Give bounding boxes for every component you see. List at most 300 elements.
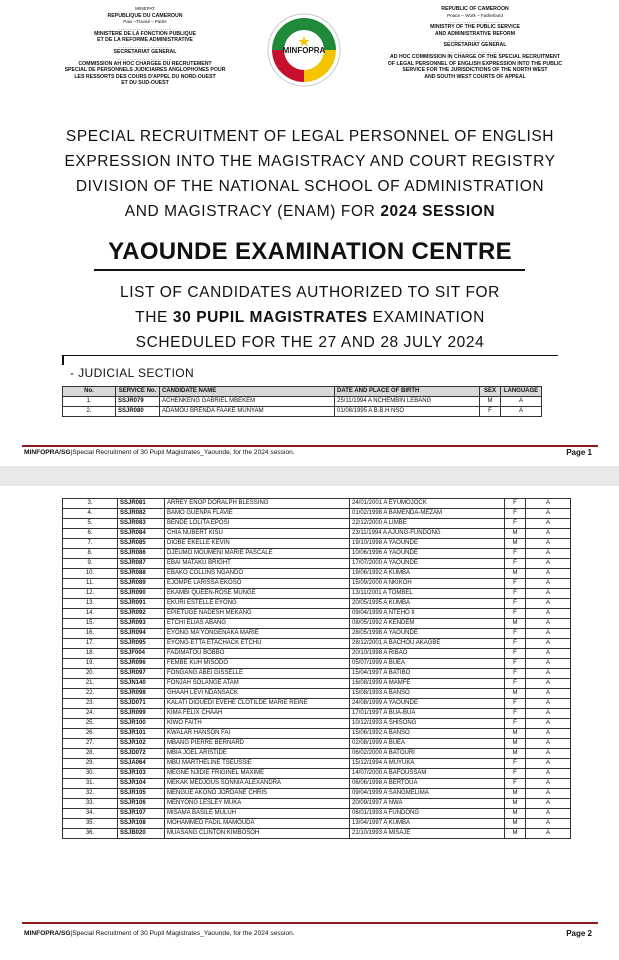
cell-sex: F — [505, 499, 526, 509]
cell-date-place-birth: 06/02/2000 A BATOURI — [350, 749, 505, 759]
cell-service-no: SSJR105 — [118, 789, 165, 799]
header-right-commission-4: AND SOUTH WEST COURTS OF APPEAL — [424, 73, 526, 80]
cell-service-no: SSJR103 — [118, 769, 165, 779]
cell-service-no: SSJN140 — [118, 679, 165, 689]
cell-service-no: SSJR083 — [118, 519, 165, 529]
cell-service-no: SSJR094 — [118, 629, 165, 639]
header-right-commission-2: OF LEGAL PERSONNEL OF ENGLISH EXPRESSION INTO THE PUBLIC — [387, 60, 563, 67]
cell-no: 27. — [63, 739, 118, 749]
candidates-table-page-1 — [62, 386, 542, 417]
cell-language: A — [526, 749, 571, 759]
header-right-commission-1: AD HOC COMMISSION IN CHARGE OF THE SPECIAL RECRUITMENT — [390, 53, 560, 60]
footer-divider — [22, 922, 598, 924]
footer-org: MINFOPRA/SG — [24, 449, 71, 456]
cell-date-place-birth: 05/07/1999 A BUEA — [350, 659, 505, 669]
cell-date-place-birth: 19/10/1998 A YAOUNDE — [350, 539, 505, 549]
cell-language: A — [526, 499, 571, 509]
cell-candidate-name: MBANG PIERRE BERNARD — [165, 739, 350, 749]
title-line-1: SPECIAL RECRUITMENT OF LEGAL PERSONNEL OF ENGLISH — [65, 128, 555, 145]
cell-candidate-name: MBIA JOEL ARISTIDE — [165, 749, 350, 759]
cell-language: A — [526, 669, 571, 679]
cell-candidate-name: MOHAMMED FADIL MAMOUDA — [165, 819, 350, 829]
title-line-4-prefix: AND MAGISTRACY (ENAM) FOR — [124, 203, 381, 220]
cell-service-no: SSJR102 — [118, 739, 165, 749]
table-row — [63, 559, 571, 569]
cell-date-place-birth: 20/05/1995 A KUMBA — [350, 599, 505, 609]
header-left-republic: REPUBLIQUE DU CAMEROUN — [107, 12, 183, 19]
table-row — [63, 769, 571, 779]
cell-candidate-name: ACHENKENG GABRIEL MBEKEM — [160, 397, 335, 407]
cell-sex: M — [505, 529, 526, 539]
cell-candidate-name: EBAKO COLLINS NGANDO — [165, 569, 350, 579]
cell-candidate-name: EYONG-ETTA ETACHACK ETCHU — [165, 639, 350, 649]
header-left-ministry-1: MINISTERE DE LA FONCTION PUBLIQUE — [94, 30, 196, 37]
cell-no: 26. — [63, 729, 118, 739]
cell-sex: M — [480, 397, 501, 407]
table-row — [63, 689, 571, 699]
table-row — [63, 639, 571, 649]
cell-language: A — [526, 729, 571, 739]
header-left-commission-2: SPECIAL DE PERSONNELS JUDICIAIRES ANGLOPHONES POUR — [64, 67, 226, 74]
cell-sex: F — [505, 559, 526, 569]
cell-language: A — [526, 639, 571, 649]
footer-page-1: MINFOPRA/SG|Special Recruitment of 30 Pupil Magistrates_Yaounde, for the 2024 session. Page 1 — [24, 448, 592, 457]
cell-sex: F — [505, 639, 526, 649]
cell-service-no: SSJR098 — [118, 689, 165, 699]
cell-service-no: SSJR101 — [118, 729, 165, 739]
header-sex: SEX — [480, 387, 501, 397]
cell-sex: M — [505, 829, 526, 839]
footer-page-2: MINFOPRA/SG|Special Recruitment of 30 Pupil Magistrates_Yaounde, for the 2024 session. Page 2 — [24, 929, 592, 938]
header-left-commission-1: COMMISSION AH HOC CHARGEE DU RECRUTEMENT — [78, 60, 212, 67]
cell-service-no: SSJD071 — [118, 699, 165, 709]
table-row — [63, 499, 571, 509]
table-row — [63, 749, 571, 759]
cell-no: 19. — [63, 659, 118, 669]
section-title: - JUDICIAL SECTION — [70, 366, 195, 380]
cell-no: 7. — [63, 539, 118, 549]
cell-date-place-birth: 09/04/1999 A SANGMELIMA — [350, 789, 505, 799]
cell-date-place-birth: 06/06/1998 A BERTOUA — [350, 779, 505, 789]
cell-date-place-birth: 21/10/1993 A MISAJE — [350, 829, 505, 839]
divider: ----------------------- — [448, 37, 502, 43]
cell-no: 8. — [63, 549, 118, 559]
cell-no: 35. — [63, 819, 118, 829]
table-row — [63, 699, 571, 709]
cell-language: A — [526, 659, 571, 669]
footer-text: Special Recruitment of 30 Pupil Magistrates_Yaounde, for the 2024 session. — [72, 449, 295, 456]
cell-date-place-birth: 10/06/1996 A YAOUNDE — [350, 549, 505, 559]
header-no: No. — [63, 387, 116, 397]
cell-sex: F — [505, 579, 526, 589]
cell-date-place-birth: 28/05/1998 A YAOUNDE — [350, 629, 505, 639]
cell-candidate-name: FEMBE KUH MISODO — [165, 659, 350, 669]
table-row — [63, 759, 571, 769]
cell-service-no: SSJR092 — [118, 609, 165, 619]
cell-service-no: SSJD072 — [118, 749, 165, 759]
table-row — [63, 629, 571, 639]
cell-language: A — [526, 769, 571, 779]
cell-candidate-name: ARREY ENOP DORALPH BLESSING — [165, 499, 350, 509]
cell-service-no: SSJR107 — [118, 809, 165, 819]
footer-text: Special Recruitment of 30 Pupil Magistrates_Yaounde, for the 2024 session. — [72, 930, 295, 937]
table-row — [63, 579, 571, 589]
divider: ----------------------- — [448, 48, 502, 54]
header-right-commission-3: SERVICE FOR THE JURISDICTIONS OF THE NORTH WEST — [402, 67, 548, 74]
cell-language: A — [526, 739, 571, 749]
logo-text: MINFOPRA — [282, 46, 326, 55]
cell-service-no: SSJF004 — [118, 649, 165, 659]
cell-no: 4. — [63, 509, 118, 519]
header-right-motto: Peace – Work – Fatherland — [447, 12, 503, 18]
cell-no: 32. — [63, 789, 118, 799]
divider: ----------------------- — [448, 19, 502, 25]
cell-candidate-name: EJOMPE LARISSA EKOSO — [165, 579, 350, 589]
footer-divider — [22, 445, 598, 447]
page-separator — [0, 466, 619, 486]
cell-sex: M — [505, 749, 526, 759]
cell-sex: M — [505, 819, 526, 829]
cell-language: A — [526, 819, 571, 829]
title-line-4-bold: 2024 SESSION — [380, 203, 496, 220]
cell-language: A — [526, 559, 571, 569]
table-row — [63, 539, 571, 549]
cell-no: 20. — [63, 669, 118, 679]
header-right-ministry-2: AND ADMINISTRATIVE REFORM — [434, 30, 516, 37]
title-line-3: DIVISION OF THE NATIONAL SCHOOL OF ADMINISTRATION — [75, 178, 545, 195]
list-heading-line-2-suffix: EXAMINATION — [367, 309, 485, 326]
header-left-commission-3: LES RESSORTS DES COURS D'APPEL DU NORD-OUEST — [74, 73, 216, 80]
cell-language: A — [526, 709, 571, 719]
divider: ----------------------- — [118, 55, 172, 61]
table-row — [63, 739, 571, 749]
cell-service-no: SSJR089 — [118, 579, 165, 589]
cell-language: A — [526, 799, 571, 809]
cell-no: 11. — [63, 579, 118, 589]
cell-date-place-birth: 22/12/2000 A LIMBE — [350, 519, 505, 529]
cell-candidate-name: FONJAH SOLANGE ATAM — [165, 679, 350, 689]
cell-candidate-name: KWALAR HANSON FAI — [165, 729, 350, 739]
cell-service-no: SSJR088 — [118, 569, 165, 579]
table-row — [63, 529, 571, 539]
table-row — [63, 519, 571, 529]
document-title — [10, 124, 610, 224]
cell-language: A — [526, 679, 571, 689]
cell-language: A — [526, 609, 571, 619]
cell-sex: F — [505, 599, 526, 609]
cell-sex: F — [505, 719, 526, 729]
page-number: Page 2 — [566, 929, 592, 938]
cell-date-place-birth: 06/01/1993 A FUNDONG — [350, 809, 505, 819]
cell-date-place-birth: 16/08/1999 A MAMFE — [350, 679, 505, 689]
cell-service-no: SSJR108 — [118, 819, 165, 829]
cell-language: A — [526, 579, 571, 589]
cell-language: A — [526, 619, 571, 629]
cell-no: 17. — [63, 639, 118, 649]
cell-date-place-birth: 13/04/1997 A KUMBA — [350, 819, 505, 829]
header-left-motto: Paix –Travail – Patrie — [123, 19, 167, 25]
cell-sex: M — [505, 799, 526, 809]
minfopra-logo — [266, 12, 342, 88]
cell-no: 2. — [63, 407, 116, 417]
cell-date-place-birth: 20/10/1998 A RIBAO — [350, 649, 505, 659]
page-number: Page 1 — [566, 448, 592, 457]
cell-no: 23. — [63, 699, 118, 709]
cell-sex: F — [505, 759, 526, 769]
cell-language: A — [526, 649, 571, 659]
cell-candidate-name: BAMO GUENPA FLAVIE — [165, 509, 350, 519]
title-line-2: EXPRESSION INTO THE MAGISTRACY AND COURT REGISTRY — [64, 153, 556, 170]
table-row — [63, 729, 571, 739]
cell-no: 5. — [63, 519, 118, 529]
cell-candidate-name: MBU MARTHELINE TSEUSSIE — [165, 759, 350, 769]
table-row — [63, 679, 571, 689]
cell-date-place-birth: 08/05/1992 A KENDEM — [350, 619, 505, 629]
cell-language: A — [526, 629, 571, 639]
cell-date-place-birth: 23/11/1994 A AJUNG-FUNDONG — [350, 529, 505, 539]
cell-date-place-birth: 01/08/1995 A B.B.H NSO — [335, 407, 480, 417]
cell-no: 34. — [63, 809, 118, 819]
cell-sex: F — [505, 769, 526, 779]
cell-no: 22. — [63, 689, 118, 699]
header-left-motto-top: MINEPAT — [135, 6, 155, 11]
cell-sex: M — [505, 809, 526, 819]
cell-no: 3. — [63, 499, 118, 509]
cell-service-no: SSJR081 — [118, 499, 165, 509]
cell-sex: F — [480, 407, 501, 417]
cell-service-no: SSJR093 — [118, 619, 165, 629]
cell-candidate-name: GHAAH LEVI NDANSACK — [165, 689, 350, 699]
cell-language: A — [526, 719, 571, 729]
cell-date-place-birth: 17/07/2000 A YAOUNDE — [350, 559, 505, 569]
cell-sex: F — [505, 509, 526, 519]
cell-language: A — [526, 779, 571, 789]
cell-no: 15. — [63, 619, 118, 629]
cell-no: 29. — [63, 759, 118, 769]
table-row — [63, 709, 571, 719]
cell-date-place-birth: 28/12/2001 A BACHOU AKAGBE — [350, 639, 505, 649]
cell-sex: F — [505, 699, 526, 709]
cell-language: A — [501, 407, 542, 417]
cell-date-place-birth: 14/07/2000 A BAFOUSSAM — [350, 769, 505, 779]
cell-service-no: SSJR084 — [118, 529, 165, 539]
cell-candidate-name: DIOBE EKELLE KEVIN — [165, 539, 350, 549]
table-row — [63, 569, 571, 579]
cell-candidate-name: KIWO FAITH — [165, 719, 350, 729]
cell-candidate-name: KALATI DIOUEDI EVEHE CLOTILDE MARIE REINE — [165, 699, 350, 709]
cell-date-place-birth: 20/09/1997 A NWA — [350, 799, 505, 809]
cell-sex: F — [505, 709, 526, 719]
cell-candidate-name: EKAMBI QUEEN-ROSE MUNGE — [165, 589, 350, 599]
cell-candidate-name: EPIETUGE NADESH MEKANG — [165, 609, 350, 619]
cell-no: 9. — [63, 559, 118, 569]
cell-language: A — [526, 809, 571, 819]
cell-sex: F — [505, 519, 526, 529]
header-right-block — [370, 6, 580, 80]
cell-language: A — [501, 397, 542, 407]
list-heading-line-3: SCHEDULED FOR THE 27 AND 28 JULY 2024 — [135, 334, 485, 351]
cell-service-no: SSJR079 — [116, 397, 160, 407]
cell-sex: M — [505, 569, 526, 579]
cell-sex: F — [505, 589, 526, 599]
cell-language: A — [526, 519, 571, 529]
table-row — [63, 829, 571, 839]
cell-no: 13. — [63, 599, 118, 609]
cell-service-no: SSJR090 — [118, 589, 165, 599]
cell-date-place-birth: 15/12/1994 A MUYUKA — [350, 759, 505, 769]
list-heading-line-1: LIST OF CANDIDATES AUTHORIZED TO SIT FOR — [120, 284, 500, 301]
cell-language: A — [526, 549, 571, 559]
cell-service-no: SSJR091 — [118, 599, 165, 609]
cell-service-no: SSJR086 — [118, 549, 165, 559]
cell-date-place-birth: 24/01/2001 A EYUMOJOCK — [350, 499, 505, 509]
cell-no: 24. — [63, 709, 118, 719]
cell-language: A — [526, 759, 571, 769]
cell-candidate-name: FONGANG ABEI GISSELLE — [165, 669, 350, 679]
table-row — [63, 509, 571, 519]
cell-no: 14. — [63, 609, 118, 619]
cell-no: 21. — [63, 679, 118, 689]
table-row — [63, 397, 542, 407]
cell-sex: F — [505, 659, 526, 669]
list-heading-line-2-bold: 30 PUPIL MAGISTRATES — [172, 309, 368, 326]
footer-org: MINFOPRA/SG — [24, 930, 71, 937]
cell-service-no: SSJR096 — [118, 659, 165, 669]
cell-service-no: SSJR095 — [118, 639, 165, 649]
table-row — [63, 599, 571, 609]
cell-service-no: SSJR099 — [118, 709, 165, 719]
header-left-commission-4: ET DU SUD-OUEST — [121, 80, 169, 87]
cell-sex: F — [505, 609, 526, 619]
cell-language: A — [526, 569, 571, 579]
table-row — [63, 719, 571, 729]
cell-no: 6. — [63, 529, 118, 539]
cell-no: 31. — [63, 779, 118, 789]
cell-sex: F — [505, 629, 526, 639]
table-row — [63, 789, 571, 799]
table-row — [63, 619, 571, 629]
cell-sex: M — [505, 729, 526, 739]
section-bracket — [62, 355, 558, 365]
cell-candidate-name: ETCHI ELIAS ABANG — [165, 619, 350, 629]
cell-service-no: SSJR085 — [118, 539, 165, 549]
cell-candidate-name: MUASANG CLINTON KIMBOSOH — [165, 829, 350, 839]
cell-no: 10. — [63, 569, 118, 579]
cell-candidate-name: DJEUMO MOUMENI MARIE PASCALE — [165, 549, 350, 559]
examination-centre-heading: YAOUNDE EXAMINATION CENTRE — [108, 238, 512, 265]
header-candidate-name: CANDIDATE NAME — [160, 387, 335, 397]
cell-candidate-name: EKURI ESTELLE EYONG — [165, 599, 350, 609]
header-left-ministry-2: ET DE LA REFORME ADMINISTRATIVE — [97, 37, 193, 44]
title-line-4 — [10, 199, 610, 224]
document-page-1 — [0, 0, 619, 466]
cell-service-no: SSJR104 — [118, 779, 165, 789]
table-row — [63, 407, 542, 417]
cell-date-place-birth: 09/04/1999 A NTEHO II — [350, 609, 505, 619]
cell-no: 36. — [63, 829, 118, 839]
cell-sex: F — [505, 649, 526, 659]
heading-underline — [94, 269, 525, 271]
cell-language: A — [526, 509, 571, 519]
cell-sex: F — [505, 669, 526, 679]
cell-sex: M — [505, 689, 526, 699]
cell-date-place-birth: 15/09/2000 A NKIKOH — [350, 579, 505, 589]
cell-candidate-name: MEKAK MEDJOUS SONNIA ALEXANDRA — [165, 779, 350, 789]
cell-service-no: SSJB020 — [118, 829, 165, 839]
cell-date-place-birth: 15/04/1997 A BATIBO — [350, 669, 505, 679]
cell-candidate-name: CHIA NUBERT KISU — [165, 529, 350, 539]
header-right-secretariat: SECRETARIAT GENERAL — [443, 42, 507, 49]
divider: ----------------------- — [118, 43, 172, 49]
cell-date-place-birth: 02/08/1999 A BUEA — [350, 739, 505, 749]
cell-sex: F — [505, 549, 526, 559]
cell-date-place-birth: 25/11/1994 A NCHEMBIN LEBANG — [335, 397, 480, 407]
header-left-secretariat: SECRETARIAT GENERAL — [113, 48, 177, 55]
cell-candidate-name: ADAMOU BRENDA FAAKE MUNYAM — [160, 407, 335, 417]
table-row — [63, 799, 571, 809]
table-row — [63, 609, 571, 619]
table-header-row — [63, 387, 542, 397]
cell-date-place-birth: 15/06/1992 A BANSO — [350, 729, 505, 739]
list-heading-line-2 — [10, 305, 610, 330]
cell-service-no: SSJR100 — [118, 719, 165, 729]
header-date-place-birth: DATE AND PLACE OF BIRTH — [335, 387, 480, 397]
cell-sex: M — [505, 539, 526, 549]
cell-language: A — [526, 789, 571, 799]
cell-no: 28. — [63, 749, 118, 759]
cell-service-no: SSJR106 — [118, 799, 165, 809]
cell-date-place-birth: 01/02/1998 A BAMENDA-MEZAM — [350, 509, 505, 519]
table-row — [63, 669, 571, 679]
cell-candidate-name: EYONG MA'YONGENAKA MARIE — [165, 629, 350, 639]
cell-date-place-birth: 13/11/2001 A TOMBEL — [350, 589, 505, 599]
cell-candidate-name: MISAMA BASILE MULUH — [165, 809, 350, 819]
cell-service-no: SSJR097 — [118, 669, 165, 679]
cell-candidate-name: KIMA FELIX CHAAH — [165, 709, 350, 719]
table-row — [63, 809, 571, 819]
cell-candidate-name: BENDE LOLITA EPOSI — [165, 519, 350, 529]
candidates-table-page-2 — [62, 498, 571, 839]
cell-no: 16. — [63, 629, 118, 639]
cell-sex: F — [505, 779, 526, 789]
table-row — [63, 779, 571, 789]
table-row — [63, 819, 571, 829]
divider: ----------------------- — [118, 25, 172, 31]
cell-candidate-name: EBAI MATAKU BRIGHT — [165, 559, 350, 569]
cell-date-place-birth: 15/08/1993 A BANSO — [350, 689, 505, 699]
cell-language: A — [526, 699, 571, 709]
cell-candidate-name: MENYONG LESLEY MUKA — [165, 799, 350, 809]
cell-sex: M — [505, 789, 526, 799]
cell-no: 1. — [63, 397, 116, 407]
cell-candidate-name: FADIMATOU BOBBO — [165, 649, 350, 659]
cell-date-place-birth: 19/06/1992 A KUMBA — [350, 569, 505, 579]
header-left-block — [40, 6, 250, 87]
cell-sex: M — [505, 619, 526, 629]
cell-language: A — [526, 689, 571, 699]
cell-date-place-birth: 10/12/1993 A SHISONG — [350, 719, 505, 729]
cell-sex: M — [505, 739, 526, 749]
cell-service-no: SSJR082 — [118, 509, 165, 519]
table-row — [63, 659, 571, 669]
cell-service-no: SSJR087 — [118, 559, 165, 569]
list-heading — [10, 280, 610, 355]
cell-no: 25. — [63, 719, 118, 729]
header-language: LANGUAGE — [501, 387, 542, 397]
header-right-ministry-1: MINISTRY OF THE PUBLIC SERVICE — [430, 24, 520, 31]
cell-language: A — [526, 599, 571, 609]
cell-no: 12. — [63, 589, 118, 599]
